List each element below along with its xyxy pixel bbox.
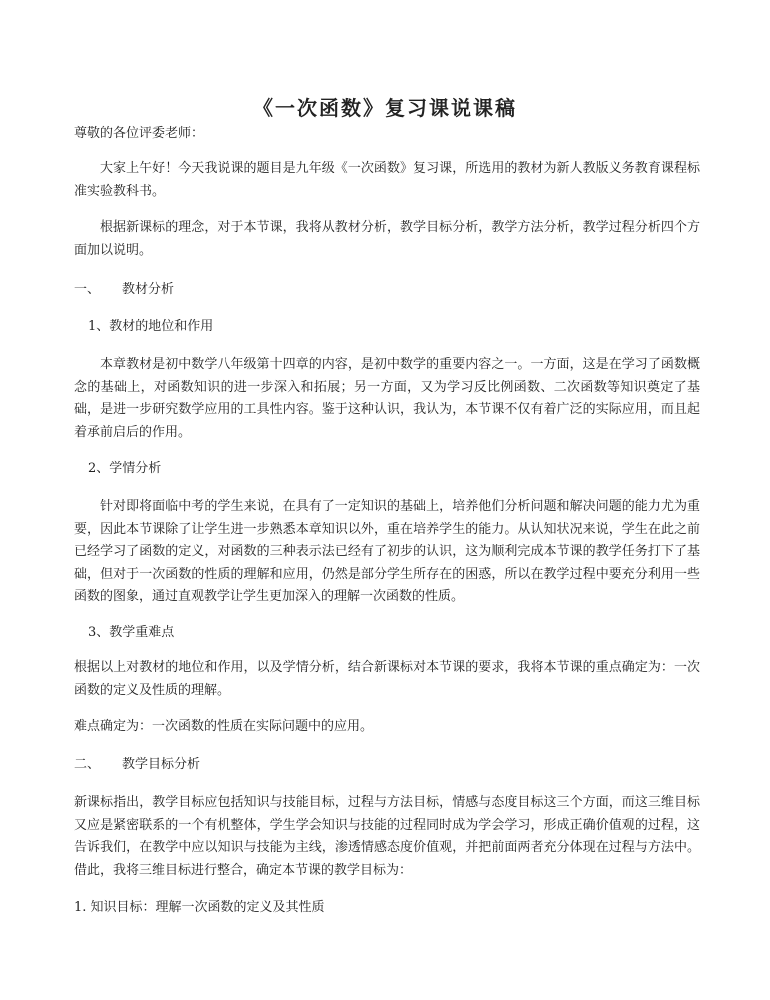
section-title: 教材分析 bbox=[122, 282, 175, 297]
section-title: 教学目标分析 bbox=[122, 757, 201, 772]
subheading-3: 3、教学重难点 bbox=[88, 625, 175, 640]
section-number: 一、 bbox=[74, 282, 101, 297]
section-heading-2 bbox=[74, 754, 200, 776]
paragraph-difficulty: 难点确定为：一次函数的性质在实际问题中的应用。 bbox=[74, 719, 374, 734]
section-number: 二、 bbox=[74, 757, 101, 772]
intro-paragraph-1: 大家上午好！今天我说课的题目是九年级《一次函数》复习课，所选用的教材为新人教版义务教育课程标准实验教科书。 bbox=[74, 161, 700, 199]
document-title: 《一次函数》复习课说课稿 bbox=[253, 96, 517, 120]
paragraph-learner-analysis: 针对即将面临中考的学生来说，在具有了一定知识的基础上，培养他们分析问题和解决问题的能力尤为重要，因此本节课除了让学生进一步熟悉本章知识以外，重在培养学生的能力。从认知状况来说，学生在此之前已经学习了函数的定义，对函数的三种表示法已经有了初步的认识，这为顺利完成本节课的教学任务打下了基础，但对于一次函数的性质的理解和应用，仍然是部分学生所存在的困惑，所以在教学过程中要充分利用一些函数的图象，通过直观教学让学生更加深入的理解一次函数的性质。 bbox=[74, 499, 700, 604]
paragraph-position-role: 本章教材是初中数学八年级第十四章的内容，是初中数学的重要内容之一。一方面，这是在学习了函数概念的基础上，对函数知识的进一步深入和拓展；另一方面，又为学习反比例函数、二次函数等知识奠定了基础，是进一步研究数学应用的工具性内容。鉴于这种认识，我认为，本节课不仅有着广泛的实际应用，而且起着承前启后的作用。 bbox=[74, 357, 700, 440]
subheading-1: 1、教材的地位和作用 bbox=[88, 319, 214, 334]
paragraph-key-points: 根据以上对教材的地位和作用，以及学情分析，结合新课标对本节课的要求，我将本节课的重点确定为：一次函数的定义及性质的理解。 bbox=[74, 660, 700, 698]
section-heading-1 bbox=[74, 279, 174, 301]
paragraph-teaching-goals: 新课标指出，教学目标应包括知识与技能目标，过程与方法目标，情感与态度目标这三个方面，而这三维目标又应是紧密联系的一个有机整体，学生学会知识与技能的过程同时成为学会学习，形成正确价值观的过程，这告诉我们，在教学中应以知识与技能为主线，渗透情感态度价值观，并把前面两者充分体现在过程与方法中。借此，我将三维目标进行整合，确定本节课的教学目标为： bbox=[74, 795, 700, 878]
greeting: 尊敬的各位评委老师： bbox=[74, 126, 205, 141]
goal-item-1: 1. 知识目标：理解一次函数的定义及其性质 bbox=[74, 900, 325, 915]
intro-paragraph-2: 根据新课标的理念，对于本节课，我将从教材分析，教学目标分析，教学方法分析，教学过程分析四个方面加以说明。 bbox=[74, 220, 700, 258]
subheading-2: 2、学情分析 bbox=[88, 461, 162, 476]
